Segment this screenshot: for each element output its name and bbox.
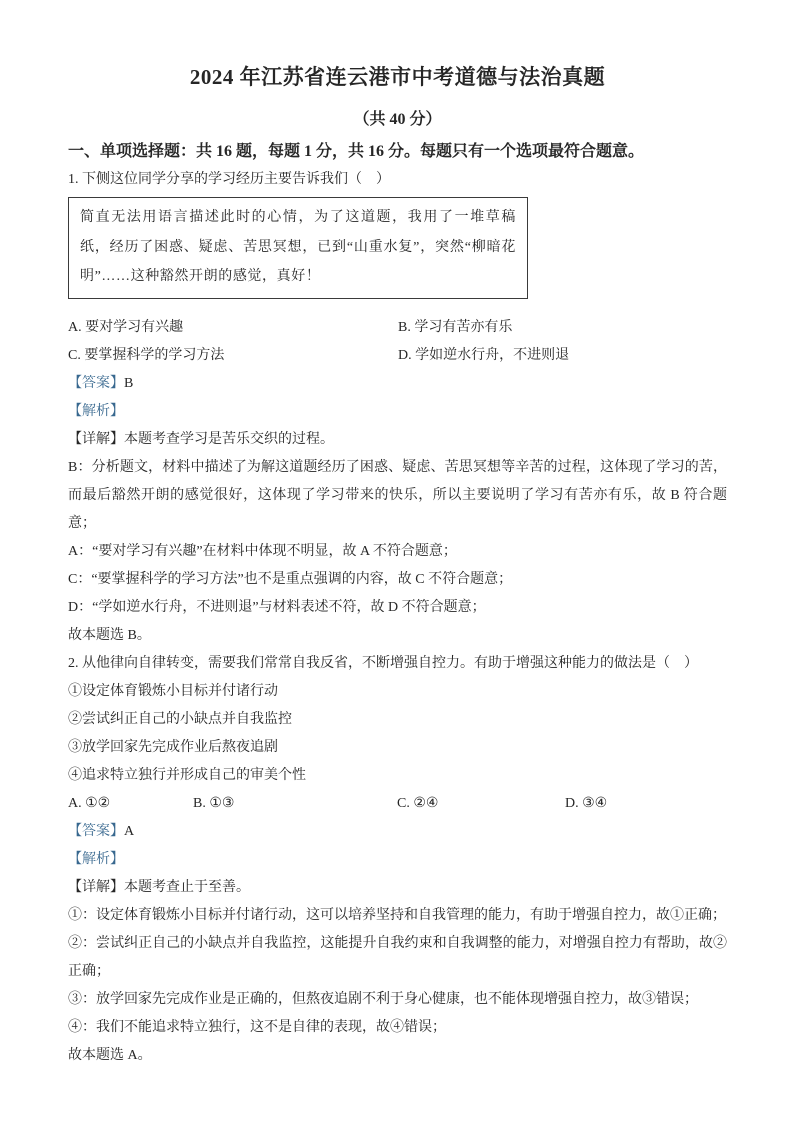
q2-option-d: D. ③④ [565, 795, 608, 811]
q2-explanation-conclusion: 故本题选 A。 [68, 1047, 152, 1063]
question-1-options [68, 314, 727, 370]
q1-explanation-point-c: C：“要掌握科学的学习方法”也不是重点强调的内容，故 C 不符合题意； [68, 571, 513, 587]
q2-option-a: A. ①② [68, 795, 111, 811]
question-2-stem: 2. 从他律向自律转变，需要我们常常自我反省，不断增强自控力。有助于增强这种能力的做法是（ ） [68, 655, 698, 671]
quote-box-text: 简直无法用语言描述此时的心情，为了这道题，我用了一堆草稿纸，经历了困惑、疑虑、苦思冥想，已到“山重水复”，突然“柳暗花明”……这种豁然开朗的感觉，真好！ [80, 210, 516, 284]
q1-analysis-line [68, 398, 727, 426]
q1-explanation-point-a: A：“要对学习有兴趣”在材料中体现不明显，故 A 不符合题意； [68, 543, 457, 559]
q2-statement-3: ③放学回家先完成作业后熬夜追剧 [68, 739, 278, 755]
analysis-label: 【解析】 [68, 403, 124, 419]
q2-explanation-point-3: ③：放学回家先完成作业是正确的，但熬夜追剧不利于身心健康，也不能体现增强自控力，故③错误； [68, 991, 698, 1007]
question-1 [68, 166, 727, 650]
q2-statement-1: ①设定体育锻炼小目标并付诸行动 [68, 683, 278, 699]
question-1-stem: 1. 下侧这位同学分享的学习经历主要告诉我们（ ） [68, 172, 390, 187]
q1-option-d: D. 学如逆水行舟，不进则退 [398, 347, 570, 363]
answer-label: 【答案】 [68, 375, 124, 391]
q1-option-a: A. 要对学习有兴趣 [68, 319, 184, 335]
q1-explanation-intro: 【详解】本题考查学习是苦乐交织的过程。 [68, 431, 334, 447]
q1-explanation-point-d: D：“学如逆水行舟，不进则退”与材料表述不符，故 D 不符合题意； [68, 599, 486, 615]
q2-option-c: C. ②④ [397, 795, 439, 811]
q2-explanation-point-1: ①：设定体育锻炼小目标并付诸行动，这可以培养坚持和自我管理的能力，有助于增强自控力，故①正确； [68, 907, 726, 923]
question-1-quote-box [68, 197, 528, 299]
page-title: 2024 年江苏省连云港市中考道德与法治真题 [189, 65, 606, 89]
question-2 [68, 650, 727, 1070]
analysis-label: 【解析】 [68, 851, 124, 867]
q2-answer-value: A [124, 823, 135, 839]
q2-statement-2: ②尝试纠正自己的小缺点并自我监控 [68, 711, 292, 727]
q2-statement-4: ④追求特立独行并形成自己的审美个性 [68, 767, 306, 783]
section-header: 一、单项选择题：共 16 题，每题 1 分，共 16 分。每题只有一个选项最符合题意。 [68, 143, 645, 160]
q2-analysis-line [68, 846, 727, 874]
q1-answer-value: B [124, 375, 134, 391]
q1-explanation-conclusion: 故本题选 B。 [68, 627, 151, 643]
q2-explanation-intro: 【详解】本题考查止于至善。 [68, 879, 250, 895]
q1-option-b: B. 学习有苦亦有乐 [398, 319, 513, 335]
answer-label: 【答案】 [68, 823, 124, 839]
question-2-options [68, 790, 727, 818]
q2-explanation-point-4: ④：我们不能追求特立独行，这不是自律的表现，故④错误； [68, 1019, 446, 1035]
q1-answer-line [68, 370, 727, 398]
q2-option-b: B. ①③ [193, 795, 235, 811]
q2-explanation-point-2: ②：尝试纠正自己的小缺点并自我监控，这能提升自我约束和自我调整的能力，对增强自控力有帮助，故②正确； [68, 935, 727, 979]
q1-explanation-point-b: B：分析题文，材料中描述了为解这道题经历了困惑、疑虑、苦思冥想等辛苦的过程，这体现了学习的苦，而最后豁然开朗的感觉很好，这体现了学习带来的快乐，所以主要说明了学习有苦亦有乐，故 B 符合题意； [68, 459, 727, 531]
q1-option-c: C. 要掌握科学的学习方法 [68, 347, 225, 363]
q2-answer-line [68, 818, 727, 846]
total-score-subtitle: （共 40 分） [353, 111, 442, 128]
